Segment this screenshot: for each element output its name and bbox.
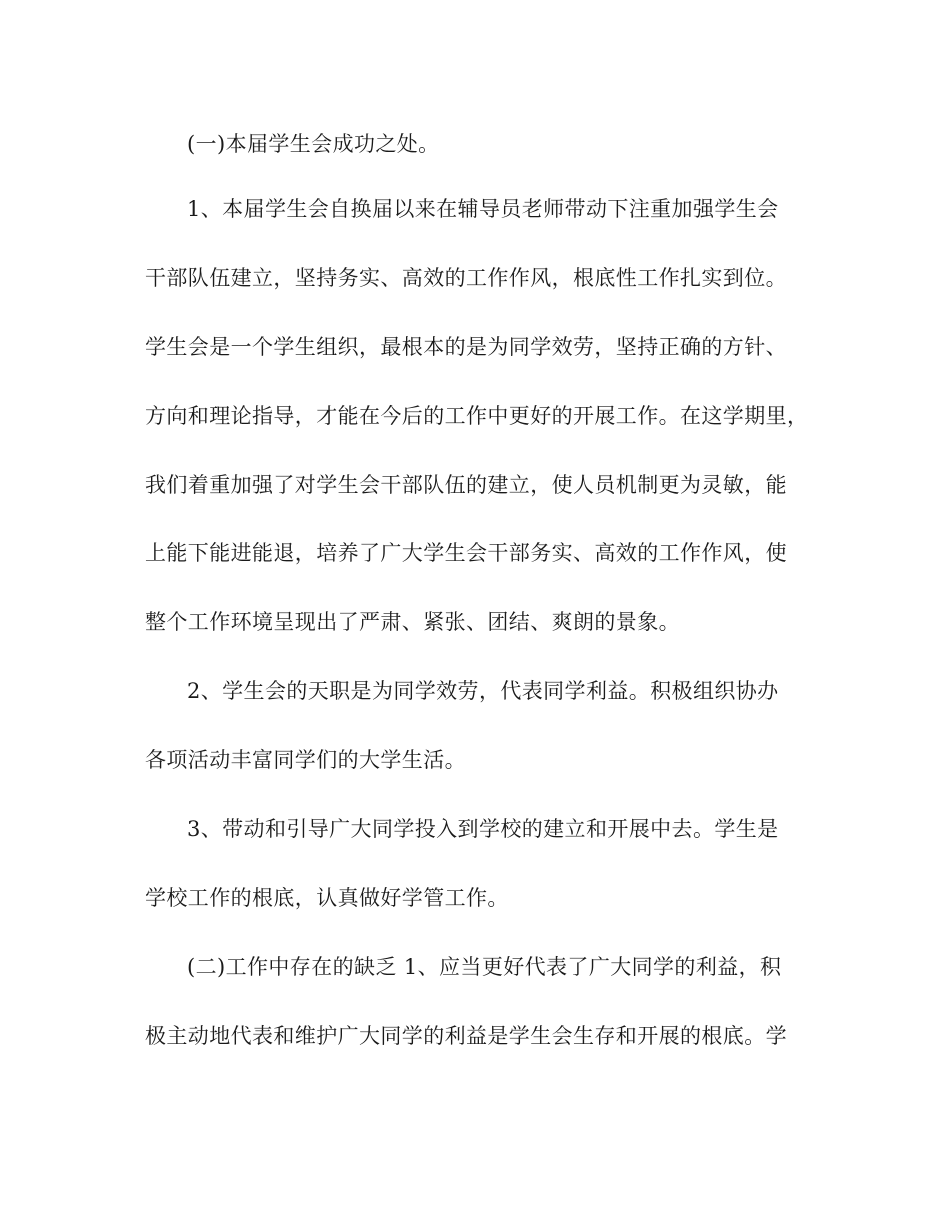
paragraph-line: 3、带动和引导广大同学投入到学校的建立和开展中去。学生是 — [187, 817, 779, 841]
paragraph-line: 2、学生会的天职是为同学效劳，代表同学利益。积极组织协办 — [187, 679, 779, 703]
paragraph-line: 学校工作的根底，认真做好学管工作。 — [145, 886, 509, 910]
paragraph-line: 整个工作环境呈现出了严肃、紧张、团结、爽朗的景象。 — [145, 610, 680, 634]
paragraph-line: 方向和理论指导，才能在今后的工作中更好的开展工作。在这学期里， — [145, 404, 809, 428]
paragraph-line: 学生会是一个学生组织，最根本的是为同学效劳，坚持正确的方针、 — [145, 335, 787, 359]
paragraph-line: 干部队伍建立，坚持务实、高效的工作作风，根底性工作扎实到位。 — [145, 266, 787, 290]
paragraph-line: 我们着重加强了对学生会干部队伍的建立，使人员机制更为灵敏，能 — [145, 473, 787, 497]
paragraph-line: 1、本届学生会自换届以来在辅导员老师带动下注重加强学生会 — [187, 197, 779, 221]
section-heading-1: (一)本届学生会成功之处。 — [187, 132, 440, 156]
paragraph-line: 极主动地代表和维护广大同学的利益是学生会生存和开展的根底。学 — [145, 1024, 787, 1048]
section-heading-2: (二)工作中存在的缺乏 1、应当更好代表了广大同学的利益，积 — [187, 955, 782, 979]
paragraph-line: 各项活动丰富同学们的大学生活。 — [145, 748, 466, 772]
paragraph-line: 上能下能进能退，培养了广大学生会干部务实、高效的工作作风，使 — [145, 541, 787, 565]
